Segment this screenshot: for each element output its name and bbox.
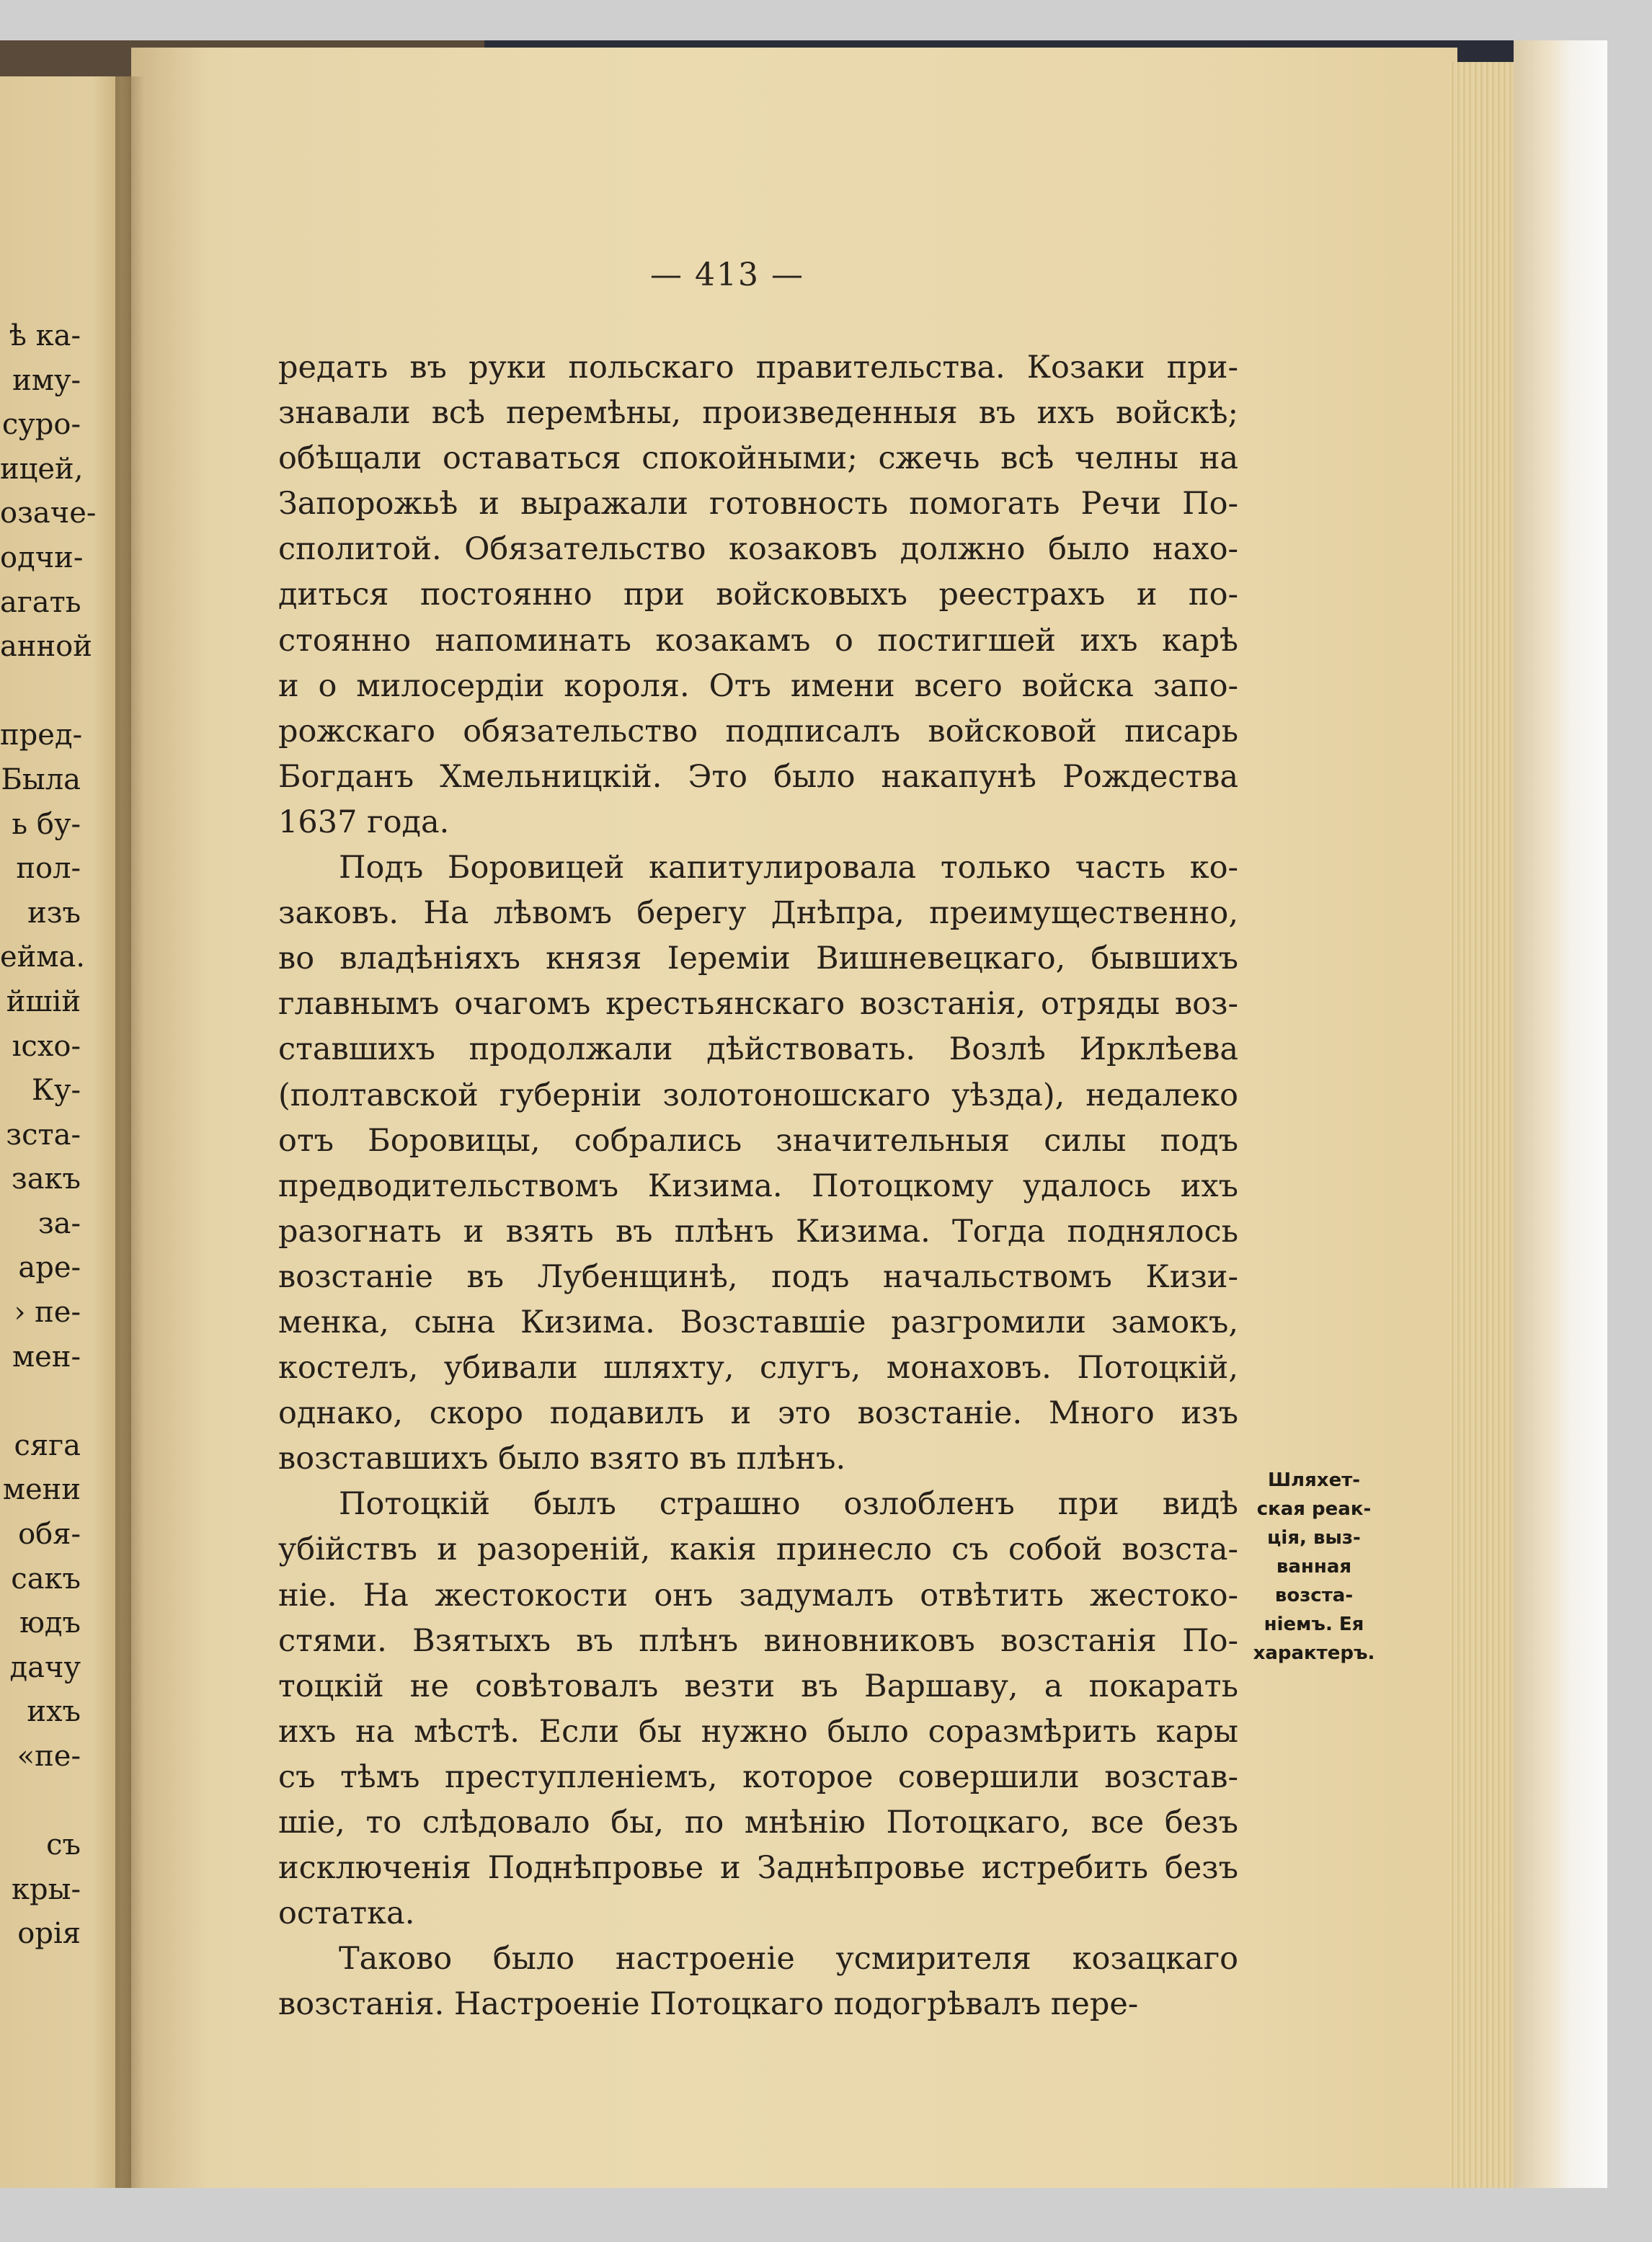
margin-note bbox=[1245, 1466, 1382, 1668]
text-line: Таково было настроеніе усмирителя козацкаго bbox=[339, 1941, 1238, 1978]
text-line: ставшихъ продолжали дѣйствовать. Возлѣ Ирклѣева bbox=[278, 1031, 1238, 1068]
text-line: Потоцкій былъ страшно озлобленъ при видѣ bbox=[339, 1486, 1238, 1523]
margin-note-line: возста- bbox=[1274, 1585, 1354, 1606]
left-page-fragment: ıсхо- bbox=[12, 1029, 81, 1063]
left-page-fragment: съ bbox=[46, 1828, 81, 1862]
left-page-fragment: пол- bbox=[16, 852, 81, 886]
left-page-fragment: закъ bbox=[11, 1162, 81, 1196]
left-page-fragment bbox=[0, 1379, 81, 1424]
text-line: знавали всѣ перемѣны, произведенныя въ ихъ войскѣ; bbox=[278, 395, 1238, 432]
left-page-fragment: обя- bbox=[18, 1518, 81, 1552]
text-line: ніе. На жестокости онъ задумалъ отвѣтить жестоко- bbox=[278, 1577, 1238, 1614]
text-line: главнымъ очагомъ крестьянскаго возстанія, отряды воз- bbox=[278, 986, 1238, 1023]
text-line: Подъ Боровицей капитулировала только часть ко- bbox=[339, 850, 1238, 886]
left-page-fragment: йшій bbox=[6, 984, 81, 1018]
page-number: — 413 — bbox=[650, 257, 804, 293]
left-page-text-column bbox=[0, 314, 97, 1957]
text-line: Богданъ Хмельницкій. Это было накапунѣ Рождества bbox=[278, 758, 1238, 795]
left-page-fragment: юдъ bbox=[19, 1606, 81, 1640]
left-page-fragment: изъ bbox=[27, 896, 81, 930]
text-line: заковъ. На лѣвомъ берегу Днѣпра, преимущественно, bbox=[278, 895, 1238, 932]
text-line: тоцкій не совѣтовалъ везти въ Варшаву, а покарать bbox=[278, 1668, 1238, 1704]
left-page-fragment: ейма. bbox=[0, 940, 86, 974]
left-page-fragment: кры- bbox=[12, 1872, 81, 1906]
left-page-fragment: сакъ bbox=[11, 1562, 81, 1596]
margin-note-line: ская реак- bbox=[1256, 1498, 1372, 1520]
left-page-fragment: ь бу- bbox=[12, 807, 81, 841]
text-line: разогнать и взять въ плѣнъ Кизима. Тогда поднялось bbox=[278, 1213, 1238, 1250]
margin-note-line: Шляхет- bbox=[1267, 1469, 1361, 1491]
margin-note-line: ція, выз- bbox=[1267, 1527, 1361, 1549]
left-page-fragment: анной bbox=[0, 630, 92, 664]
book-cover-edge bbox=[1514, 40, 1607, 2188]
text-line: костелъ, убивали шляхту, слугъ, монаховъ. Потоцкій, bbox=[278, 1350, 1238, 1387]
left-page-fragment: орія bbox=[17, 1917, 81, 1951]
text-line: стоянно напоминать козакамъ о постигшей ихъ карѣ bbox=[278, 622, 1238, 659]
left-page-fragment: ѣ ка- bbox=[9, 319, 81, 352]
left-page-fragment: ицей, bbox=[0, 452, 84, 486]
left-page-fragment: за- bbox=[37, 1206, 81, 1240]
left-page-fragment: мен- bbox=[12, 1340, 81, 1374]
text-line: ихъ на мѣстѣ. Если бы нужно было соразмѣрить кары bbox=[278, 1713, 1238, 1750]
left-page-fragment: суро- bbox=[1, 408, 81, 442]
text-line: шіе, то слѣдовало бы, по мнѣнію Потоцкаго, все безъ bbox=[278, 1805, 1238, 1841]
left-page-fragment: пред- bbox=[0, 719, 83, 752]
text-line: сполитой. Обязательство козаковъ должно было нахо- bbox=[278, 531, 1238, 568]
left-page-fragment: Была bbox=[1, 762, 81, 796]
margin-note-line: ванная bbox=[1276, 1556, 1352, 1578]
text-line: стями. Взятыхъ въ плѣнъ виновниковъ возстанія По- bbox=[278, 1622, 1238, 1659]
body-text bbox=[278, 345, 1238, 2027]
text-line: Запорожьѣ и выражали готовность помогать Речи По- bbox=[278, 486, 1238, 522]
left-page-fragment: иму- bbox=[12, 363, 81, 397]
text-line: остатка. bbox=[278, 1895, 415, 1932]
text-line: исключенія Поднѣпровье и Заднѣпровье истребить безъ bbox=[278, 1850, 1238, 1887]
text-line: (полтавской губерніи золотоношскаго уѣзда), недалеко bbox=[278, 1077, 1238, 1113]
page-edges bbox=[1449, 62, 1521, 2188]
text-line: убійствъ и разореній, какія принесло съ собой возста- bbox=[278, 1531, 1238, 1568]
text-line: возстанія. Настроеніе Потоцкаго подогрѣвалъ пере- bbox=[278, 1986, 1139, 2023]
text-line: во владѣніяхъ князя Іереміи Вишневецкаго, бывшихъ bbox=[278, 940, 1238, 977]
text-line: обѣщали оставаться спокойными; сжечь всѣ челны на bbox=[278, 440, 1238, 477]
left-page-fragment: зста- bbox=[6, 1118, 81, 1152]
text-line: отъ Боровицы, собрались значительныя силы подъ bbox=[278, 1122, 1238, 1159]
left-page bbox=[0, 76, 131, 2188]
left-page-fragment bbox=[0, 1779, 81, 1824]
left-page-fragment: ихъ bbox=[27, 1695, 81, 1729]
left-page-fragment: агать bbox=[0, 585, 81, 619]
left-page-fragment: мени bbox=[2, 1473, 81, 1507]
text-line: предводительствомъ Кизима. Потоцкому удалось ихъ bbox=[278, 1167, 1238, 1204]
left-page-fragment: «пе- bbox=[17, 1740, 81, 1773]
scan-border-bottom bbox=[0, 2188, 1652, 2242]
right-page bbox=[131, 48, 1457, 2188]
text-line: рожскаго обязательство подписалъ войсковой писарь bbox=[278, 713, 1238, 749]
text-line: редать въ руки польскаго правительства. Козаки при- bbox=[278, 350, 1238, 386]
text-line: менка, сына Кизима. Возставшіе разгромили замокъ, bbox=[278, 1304, 1238, 1340]
left-page-fragment: одчи- bbox=[0, 541, 84, 574]
text-line: и о милосердіи короля. Отъ имени всего войска запо- bbox=[278, 667, 1238, 704]
text-line: возставшихъ было взято въ плѣнъ. bbox=[278, 1441, 846, 1477]
text-line: возстаніе въ Лубенщинѣ, подъ начальствомъ Кизи- bbox=[278, 1258, 1238, 1295]
text-line: диться постоянно при войсковыхъ реестрахъ и по- bbox=[278, 577, 1238, 613]
text-line: 1637 года. bbox=[278, 804, 450, 840]
left-page-fragment bbox=[0, 670, 81, 714]
margin-note-line: характеръ. bbox=[1253, 1642, 1375, 1664]
text-line: однако, скоро подавилъ и это возстаніе. Много изъ bbox=[278, 1395, 1238, 1432]
left-page-fragment: › пе- bbox=[14, 1296, 81, 1330]
text-line: съ тѣмъ преступленіемъ, которое совершили возстав- bbox=[278, 1758, 1238, 1795]
left-page-fragment: Ку- bbox=[31, 1074, 81, 1108]
left-page-fragment: дачу bbox=[9, 1650, 81, 1684]
left-page-fragment: сяга bbox=[14, 1428, 81, 1462]
left-page-fragment: озаче- bbox=[0, 497, 97, 530]
margin-note-line: ніемъ. Ея bbox=[1264, 1614, 1364, 1635]
gutter-shadow bbox=[115, 76, 144, 2188]
left-page-fragment: аре- bbox=[18, 1251, 81, 1285]
